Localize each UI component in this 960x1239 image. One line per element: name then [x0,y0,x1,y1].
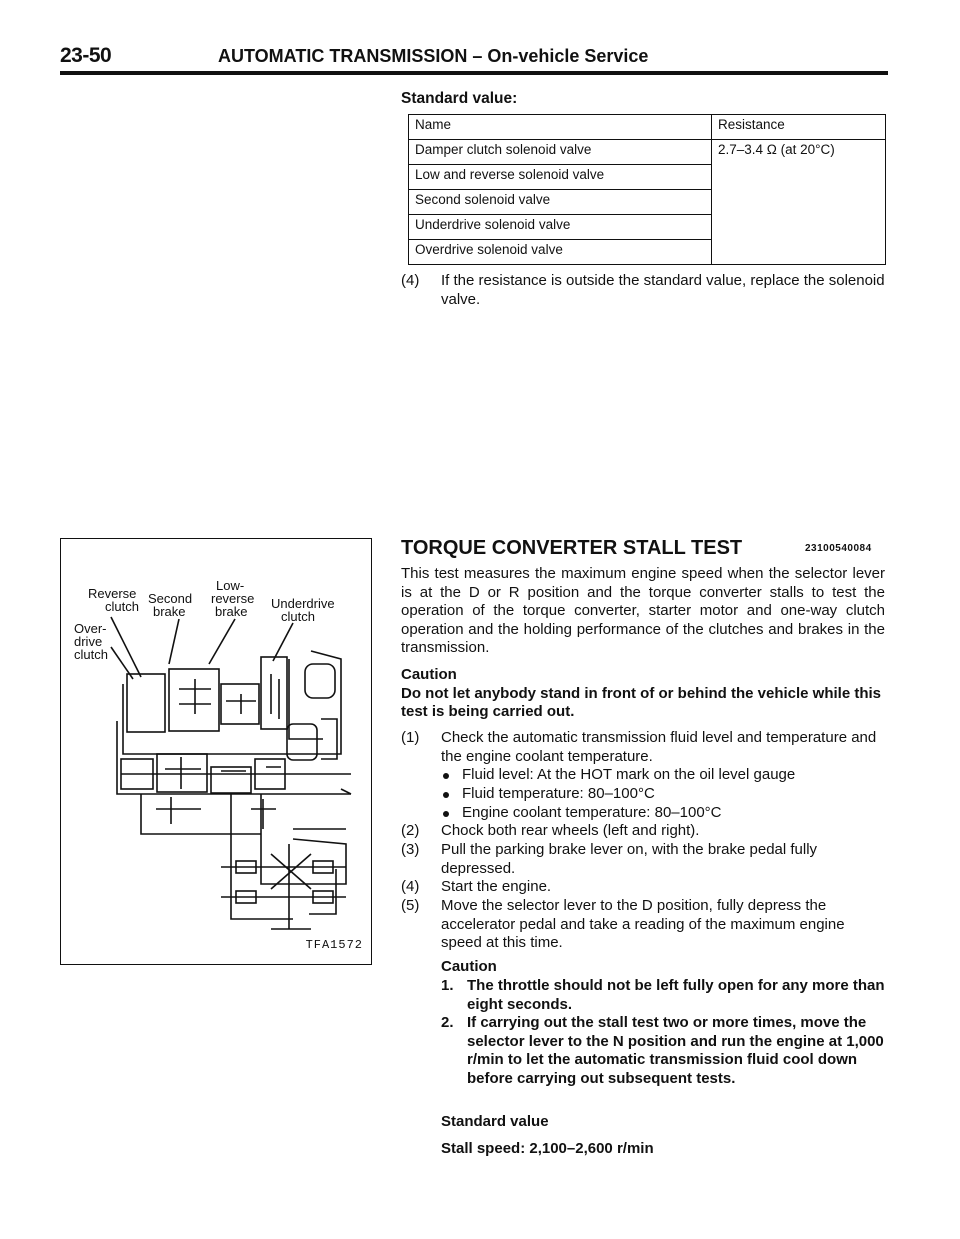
figure-label-brake: brake [153,604,186,619]
table-cell-name: Overdrive solenoid valve [409,240,712,265]
step-text: Check the automatic transmission fluid level and temperature and the engine coolant temperature. [441,729,877,765]
figure-label-clutch: clutch [74,647,108,662]
table-cell-name: Second solenoid valve [409,190,712,215]
step-number: (2) [401,822,420,839]
caution-item-text: The throttle should not be left fully open for any more than eight seconds. [467,977,885,1013]
section-code: 23100540084 [805,543,872,554]
caution-text: Do not let anybody stand in front of or behind the vehicle while this test is being carried out. [401,684,882,720]
resistance-step-4 [401,272,885,309]
step-number: (1) [401,729,420,746]
standard-value-label: Standard value [441,1113,549,1130]
bullet-dot [443,773,449,779]
table-header-row [409,115,886,140]
figure-label-brake: brake [215,604,248,619]
page-header-title: AUTOMATIC TRANSMISSION – On-vehicle Service [218,46,649,66]
figure-label-underdrive: Underdrive [271,596,335,611]
step-number: (4) [401,272,420,289]
resistance-table [408,114,886,265]
figure-label-low: Low- [216,578,245,593]
step-item [401,729,885,766]
bullet-dot [443,792,449,798]
stall-speed-value: Stall speed: 2,100–2,600 r/min [441,1140,654,1157]
step-item [401,822,885,841]
step-item [401,878,885,897]
table-cell-name: Damper clutch solenoid valve [409,140,712,165]
step-number: (5) [401,897,420,914]
table-cell-name: Low and reverse solenoid valve [409,165,712,190]
figure-label-drive: drive [74,634,103,649]
step-number: (3) [401,841,420,858]
transmission-cross-section-diagram [61,539,371,964]
bullet-item [450,804,880,823]
step-text: Start the engine. [441,878,552,895]
figure-label-reverse: Reverse [88,586,137,601]
section-title: TORQUE CONVERTER STALL TEST [401,537,743,559]
step-text: If the resistance is outside the standard value, replace the solenoid valve. [441,272,885,308]
figure-code: TFA1572 [305,938,363,952]
bullet-dot [443,811,449,817]
bullet-item [450,785,880,804]
bullet-text: Fluid temperature: 80–100°C [462,785,655,802]
standard-value-title: Standard value: [401,90,518,107]
table-cell-name: Underdrive solenoid valve [409,215,712,240]
caution-item [441,1014,885,1088]
intro-paragraph: This test measures the maximum engine speed when the selector lever is at the D or R position and the torque converter stalls to test the operation of the torque converter, starter motor and one-way clutch operation and the holding performance of the clutches and brakes in the transmission. [401,565,885,656]
caution-item-text: If carrying out the stall test two or more times, move the selector lever to the N position and run the engine at 1,000 r/min to let the automatic transmission fluid cool down before carrying out subsequent tests. [467,1014,884,1087]
figure-label-over: Over- [74,621,107,636]
caution-item-number: 2. [441,1014,454,1031]
caution-title: Caution [401,666,457,683]
table-row [409,140,886,165]
step-item [401,897,885,953]
step-text: Chock both rear wheels (left and right). [441,822,700,839]
figure-label-reverse2: reverse [211,591,255,606]
figure-label-clutch: clutch [105,599,139,614]
page-number: 23-50 [60,44,112,67]
table-cell-resistance: 2.7–3.4 Ω (at 20°C) [712,140,886,265]
caution-title: Caution [441,958,497,975]
bullet-text: Fluid level: At the HOT mark on the oil level gauge [462,766,796,783]
figure-label-second: Second [148,591,193,606]
figure-label-clutch: clutch [281,609,315,624]
step-text: Move the selector lever to the D position, fully depress the accelerator pedal and take a reading of the maximum engine speed at this time. [441,897,845,951]
header-rule [60,71,888,75]
bullet-item [450,766,880,785]
transmission-figure [60,538,372,965]
step-text: Pull the parking brake lever on, with the brake pedal fully depressed. [441,841,818,877]
table-header-resistance: Resistance [712,115,886,140]
step-item [401,841,885,878]
caution-block [401,666,885,722]
bullet-text: Engine coolant temperature: 80–100°C [462,804,722,821]
caution-item-number: 1. [441,977,454,994]
table-header-name: Name [409,115,712,140]
step-number: (4) [401,878,420,895]
caution-item [441,977,885,1014]
